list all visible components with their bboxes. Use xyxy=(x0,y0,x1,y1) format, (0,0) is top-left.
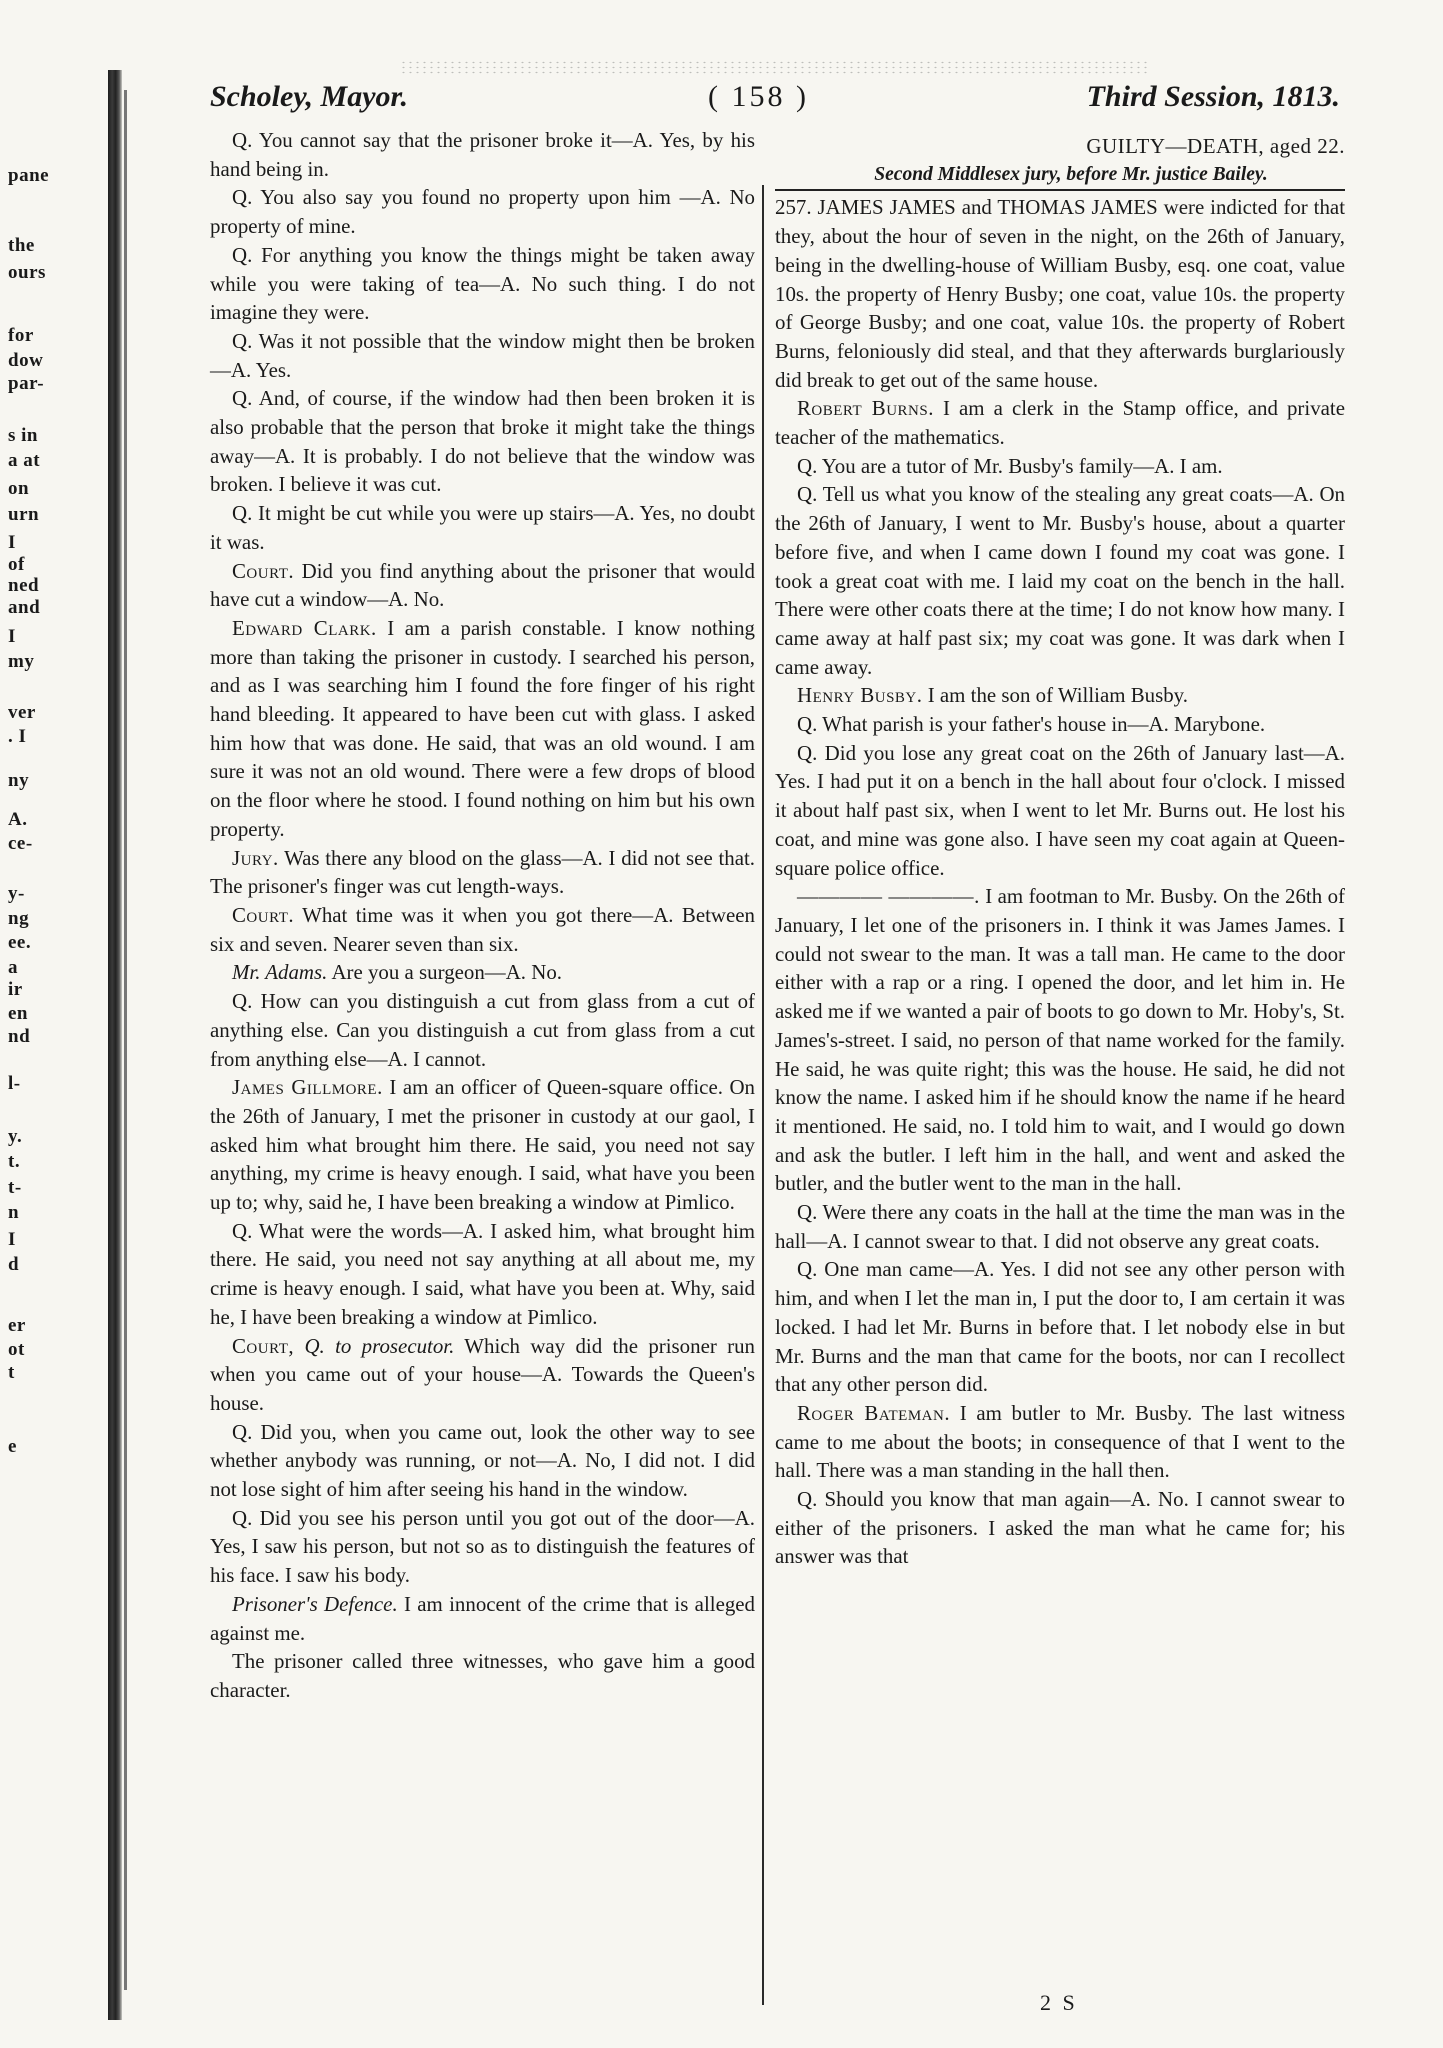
paragraph xyxy=(210,1590,755,1647)
speaker-note: Q. to prosecutor. xyxy=(304,1333,455,1358)
paragraph-text: Q. Tell us what you know of the stealing any great coats—A. On the 26th of January, I went to Mr. Busby's house, about a quarter before five, and when I came down I found my coat was gone. I took a great coat with me. I laid my coat on the bench in the hall. There were other coats there at the time; I do not know how many. I came away at half past six; my coat was gone. It was dark when I came away. xyxy=(775,482,1345,679)
gutter-fragment: e xyxy=(8,1436,17,1457)
gutter-fragment: dow xyxy=(8,350,44,371)
speaker-name: James Gillmore. xyxy=(232,1075,383,1100)
speaker-name: Mr. Adams. xyxy=(232,960,328,985)
page-binding-line xyxy=(124,90,127,1990)
gutter-fragment: par- xyxy=(8,373,45,394)
paragraph xyxy=(210,183,755,240)
gutter-fragment: l- xyxy=(8,1073,21,1094)
gutter-fragment: ir xyxy=(8,979,23,1000)
paragraph xyxy=(775,394,1345,451)
gutter-fragment: the xyxy=(8,235,35,256)
left-column xyxy=(210,126,755,1705)
paragraph xyxy=(210,844,755,901)
gutter-fragment: . I xyxy=(8,726,27,747)
speaker-name: Robert Burns. xyxy=(797,396,934,421)
paragraph xyxy=(775,882,1345,1198)
paragraph-text: Q. What parish is your father's house in—A. Marybone. xyxy=(797,712,1266,737)
gutter-fragment: my xyxy=(8,651,35,672)
paragraph-text: Q. It might be cut while you were up stairs—A. Yes, no doubt it was. xyxy=(210,501,755,554)
running-header xyxy=(210,80,1340,122)
adjacent-page-fragments xyxy=(0,0,108,2048)
paragraph-text: Q. How can you distinguish a cut from glass from a cut of anything else. Can you distinguish a cut from glass from a cut from anything else—A. I cannot. xyxy=(210,989,755,1071)
paragraph-text: Q. You are a tutor of Mr. Busby's family—A. I am. xyxy=(797,453,1223,478)
paragraph-text: I am an officer of Queen-square office. On the 26th of January, I met the prisoner in custody at our gaol, I asked him what brought him there. He said, you need not say anything, my crime is heavy enough. I said, what have you been up to; why, said he, I have been breaking a window at Pimlico. xyxy=(210,1075,755,1215)
paragraph xyxy=(210,327,755,384)
paragraph-text: Q. Did you see his person until you got out of the door—A. Yes, I saw his person, but not so as to distinguish the features of his face. I saw his body. xyxy=(210,1505,755,1588)
speaker-name: Henry Busby. xyxy=(797,683,923,708)
paragraph xyxy=(775,1255,1345,1399)
paragraph-text: I am butler to Mr. Busby. The last witness came to me about the boots; in consequence of that I went to the hall. There was a man standing in the hall then. xyxy=(775,1400,1345,1483)
gutter-fragment: I xyxy=(8,1229,16,1250)
paragraph xyxy=(210,614,755,844)
gutter-fragment: and xyxy=(8,597,41,618)
gutter-fragment: d xyxy=(8,1254,20,1275)
paragraph xyxy=(775,1399,1345,1485)
paragraph xyxy=(210,1332,755,1418)
paragraph xyxy=(210,1217,755,1332)
paragraph-text: What time was it when you got there—A. Between six and seven. Nearer seven than six. xyxy=(210,902,755,956)
gutter-fragment: y- xyxy=(8,883,25,904)
paragraph-text: Q. What were the words—A. I asked him, what brought him there. He said, you need not say anything at all about me, my crime is heavy enough. I said, what have you been at. Why, said he, I have been breaking a window at Pimlico. xyxy=(210,1218,755,1329)
paragraph xyxy=(210,1073,755,1217)
signature-mark: 2 S xyxy=(1040,1990,1078,2015)
paragraph xyxy=(210,958,755,987)
gutter-fragment: urn xyxy=(8,504,40,525)
paragraph xyxy=(210,126,755,183)
paragraph xyxy=(210,384,755,499)
gutter-fragment: n xyxy=(8,1202,20,1223)
gutter-fragment: I xyxy=(8,626,16,647)
paragraph xyxy=(210,1504,755,1590)
gutter-fragment: ot xyxy=(8,1339,25,1360)
gutter-fragment: for xyxy=(8,325,34,346)
gutter-fragment: ng xyxy=(8,908,30,929)
gutter-fragment: t- xyxy=(8,1177,22,1198)
speaker-name: Edward Clark. xyxy=(232,615,377,640)
header-left: Scholey, Mayor. xyxy=(210,80,409,113)
paragraph xyxy=(775,1198,1345,1255)
paragraph-text: Q. You also say you found no property upon him —A. No property of mine. xyxy=(210,185,755,239)
paragraph-text: Which way did the prisoner run when you came out of your house—A. Towards the Queen's house. xyxy=(210,1333,755,1415)
gutter-fragment: ver xyxy=(8,702,36,723)
paragraph-text: I am a clerk in the Stamp office, and private teacher of the mathematics. xyxy=(775,396,1345,450)
speaker-name: Court. xyxy=(232,902,295,927)
gutter-fragment: on xyxy=(8,478,30,499)
speaker-name: Court, xyxy=(232,1333,295,1358)
paragraph-text: Did you find anything about the prisoner that would have cut a window—A. No. xyxy=(210,558,755,612)
paragraph xyxy=(775,193,1345,394)
gutter-fragment: a xyxy=(8,957,18,978)
paragraph-text: I am innocent of the crime that is alleged against me. xyxy=(210,1591,756,1645)
paragraph xyxy=(775,710,1345,739)
page-binding-shadow xyxy=(108,70,122,2020)
page-number: ( 158 ) xyxy=(708,80,809,113)
column-rule xyxy=(762,185,764,2005)
speaker-name: Court. xyxy=(232,558,295,583)
right-column xyxy=(775,132,1345,1571)
paragraph xyxy=(210,987,755,1073)
paragraph xyxy=(210,1647,755,1704)
section-rule xyxy=(775,189,1345,191)
gutter-fragment: ee. xyxy=(8,932,32,953)
gutter-fragment: s in xyxy=(8,425,38,446)
paragraph xyxy=(210,557,755,614)
gutter-fragment: en xyxy=(8,1003,28,1024)
gutter-fragment: y. xyxy=(8,1126,23,1147)
speaker-name: Roger Bateman. xyxy=(797,1400,951,1425)
gutter-fragment: t xyxy=(8,1362,15,1383)
paragraph xyxy=(775,480,1345,681)
paragraph-text: Q. One man came—A. Yes. I did not see any other person with him, and when I let the man in, I put the door to, I am certain it was locked. I had let Mr. Burns in before that. I let nobody else in but Mr. Burns and the man that came for the boots, nor can I recollect that any other person did. xyxy=(775,1257,1345,1397)
paragraph-text: Was there any blood on the glass—A. I did not see that. The prisoner's finger was cut length-ways. xyxy=(210,845,755,899)
paragraph-text: I am a parish constable. I know nothing more than taking the prisoner in custody. I searched his person, and as I was searching him I found the fore finger of his right hand bleeding. It appeared to have been cut with glass. I asked him how that was done. He said, that was an old wound. I am sure it was not an old wound. There were a few drops of blood on the floor where he stood. I found nothing on him but his own property. xyxy=(210,615,755,841)
speaker-name: Prisoner's Defence. xyxy=(232,1591,398,1616)
right-paragraphs xyxy=(775,193,1345,1571)
paragraph-text: Q. Were there any coats in the hall at the time the man was in the hall—A. I cannot swear to that. I did not observe any great coats. xyxy=(775,1200,1345,1253)
paragraph-text: Q. You cannot say that the prisoner broke it—A. Yes, by his hand being in. xyxy=(210,128,755,181)
gutter-fragment: A. xyxy=(8,809,28,830)
paragraph-text: Q. Did you, when you came out, look the other way to see whether anybody was running, or not—A. No, I did not. I did not lose sight of him after seeing his hand in the window. xyxy=(210,1419,755,1502)
verdict-line: GUILTY—DEATH, aged 22. xyxy=(1086,134,1345,158)
gutter-fragment: er xyxy=(8,1315,26,1336)
paragraph-text: Q. And, of course, if the window had then been broken it is also probable that the person that broke it might take the things away—A. It is probably. I do not believe that the window was broken. I believe it was cut. xyxy=(210,386,755,497)
paragraph-text: 257. JAMES JAMES and THOMAS JAMES were indicted for that they, about the hour of seven in the night, on the 26th of January, being in the dwelling-house of William Busby, esq. one coat, value 10s. the property of Henry Busby; one coat, value 10s. the property of George Busby; and one coat, value 10s. the property of Robert Burns, feloniously did steal, and that they afterwards burglariously did break to get out of the same house. xyxy=(775,195,1345,392)
speaker-name: ———— ————. xyxy=(797,884,980,909)
paragraph-text: Q. Should you know that man again—A. No. I cannot swear to either of the prisoners. I asked the man what he came for; his answer was that xyxy=(775,1487,1345,1569)
gutter-fragment: ce- xyxy=(8,833,33,854)
gutter-fragment: a at xyxy=(8,450,41,471)
jury-line: Second Middlesex jury, before Mr. justice Bailey. xyxy=(874,163,1268,185)
header-right: Third Session, 1813. xyxy=(1086,80,1340,113)
paragraph xyxy=(210,901,755,958)
gutter-fragment: nd xyxy=(8,1026,31,1047)
paragraph xyxy=(210,1418,755,1504)
gutter-fragment: ny xyxy=(8,770,30,791)
gutter-fragment: t. xyxy=(8,1151,21,1172)
speaker-name: Jury. xyxy=(232,845,279,870)
gutter-fragment: of xyxy=(8,554,25,575)
print-speckle xyxy=(400,60,1150,74)
gutter-fragment: I xyxy=(8,532,16,553)
paragraph xyxy=(210,499,755,556)
paragraph-text: Q. Did you lose any great coat on the 26th of January last—A. Yes. I had put it on a bench in the hall about four o'clock. I missed it about half past six, when I went to let Mr. Burns out. He lost his coat, and mine was gone also. I have seen my coat again at Queen-square police office. xyxy=(775,740,1345,880)
gutter-fragment: ned xyxy=(8,575,40,596)
paragraph xyxy=(775,1485,1345,1571)
gutter-fragment: pane xyxy=(8,165,50,186)
paragraph-text: I am the son of William Busby. xyxy=(927,683,1188,708)
paragraph xyxy=(210,241,755,327)
paragraph-text: I am footman to Mr. Busby. On the 26th of January, I let one of the prisoners in. I think it was James James. I could not swear to the man. It was a tall man. He came to the door either with a rap or a ring. I opened the door, and let him in. He asked me if we wanted a pair of boots to go down to Mr. Hoby's, St. James's-street. I said, no person of that name worked for the family. He said, he was quite right; this was the house. He said, he did not know the name. I asked him if he should know the name if he heard it mentioned. He said, no. I told him to wait, and I would go down and ask the butler. I left him in the hall, and went and asked the butler, and the butler went to the man in the hall. xyxy=(775,884,1346,1196)
paragraph xyxy=(775,452,1345,481)
paragraph-text: The prisoner called three witnesses, who gave him a good character. xyxy=(210,1649,755,1702)
paragraph-text: Are you a surgeon—A. No. xyxy=(331,960,562,985)
paragraph xyxy=(775,739,1345,883)
paragraph-text: Q. Was it not possible that the window might then be broken—A. Yes. xyxy=(210,328,755,382)
gutter-fragment: ours xyxy=(8,262,46,283)
paragraph-text: Q. For anything you know the things might be taken away while you were taking of tea—A. No such thing. I do not imagine they were. xyxy=(210,242,755,325)
paragraph xyxy=(775,681,1345,710)
